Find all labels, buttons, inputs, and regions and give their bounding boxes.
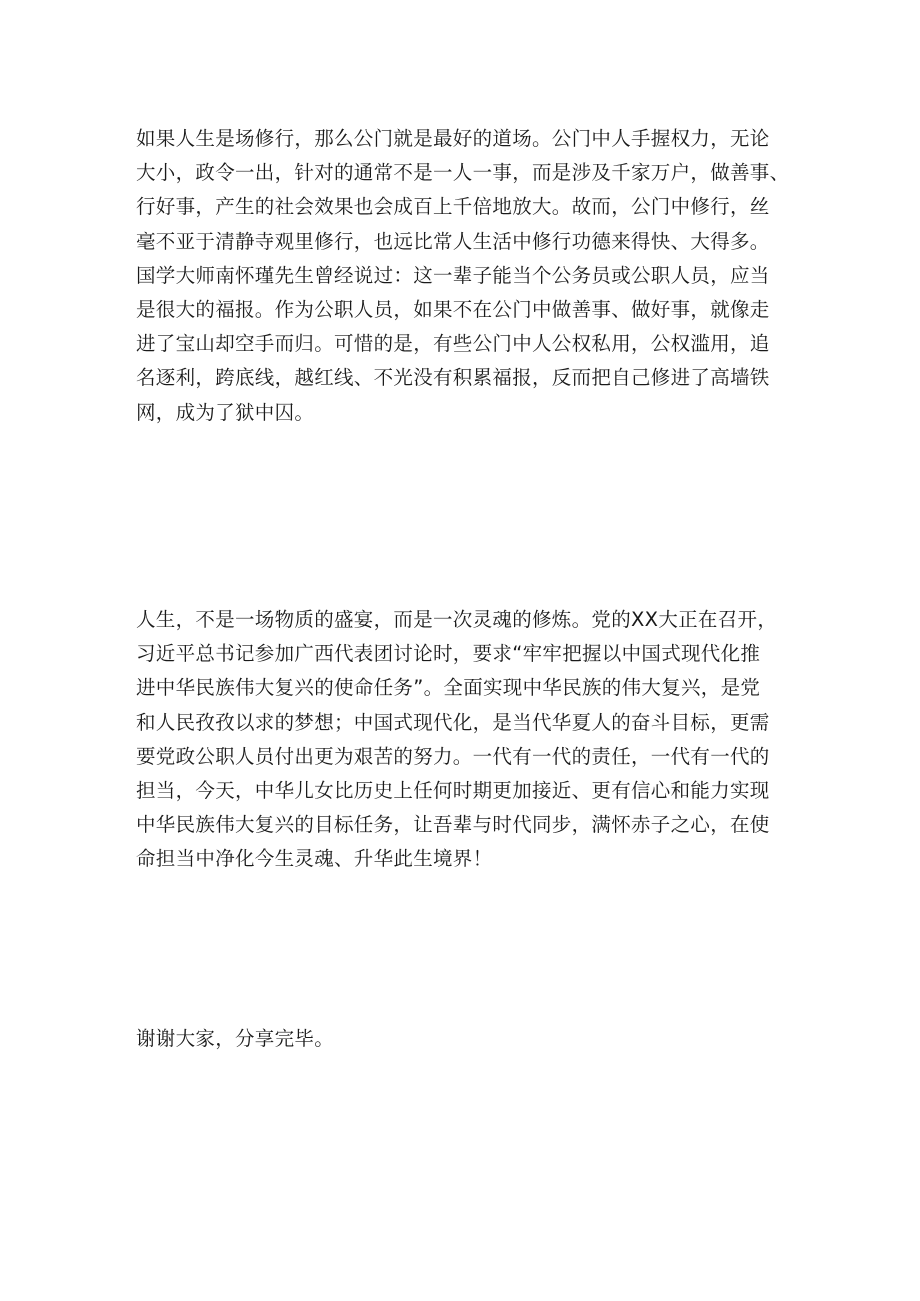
text-line: 网，成为了狱中囚。 (136, 400, 315, 424)
text-line: 担当，今天，中华儿女比历史上任何时期更加接近、更有信心和能力实现 (136, 778, 770, 802)
text-line: 要党政公职人员付出更为艰苦的努力。一代有一代的责任，一代有一代的 (136, 744, 770, 768)
text-line: 进了宝山却空手而归。可惜的是，有些公门中人公权私用，公权滥用，追 (136, 332, 770, 356)
text-line: 人生，不是一场物质的盛宴，而是一次灵魂的修炼。党的XX大正在召开， (136, 608, 778, 631)
text-line: 进中华民族伟大复兴的使命任务”。全面实现中华民族的伟大复兴，是党 (136, 676, 761, 700)
text-line: 名逐利，跨底线，越红线、不光没有积累福报，反而把自己修进了高墙铁 (136, 366, 770, 390)
text-line: 如果人生是场修行，那么公门就是最好的道场。公门中人手握权力，无论 (136, 127, 770, 150)
text-line: 中华民族伟大复兴的目标任务，让吾辈与时代同步，满怀赤子之心，在使 (136, 813, 770, 837)
text-line: 习近平总书记参加广西代表团讨论时，要求“牢牢把握以中国式现代化推 (136, 642, 761, 666)
text-line: 是很大的福报。作为公职人员，如果不在公门中做善事、做好事，就像走 (136, 297, 770, 321)
text-line: 和人民孜孜以求的梦想；中国式现代化，是当代华夏人的奋斗目标，更需 (136, 710, 770, 734)
text-line: 国学大师南怀瑾先生曾经说过：这一辈子能当个公务员或公职人员，应当 (136, 263, 770, 287)
text-line: 大小，政令一出，针对的通常不是一人一事，而是涉及千家万户，做善事、 (136, 161, 790, 185)
paragraph-public-service-cultivation (136, 122, 796, 430)
text-line: 行好事，产生的社会效果也会成百上千倍地放大。故而，公门中修行，丝 (136, 195, 770, 219)
text-line: 毫不亚于清静寺观里修行，也远比常人生活中修行功德来得快、大得多。 (136, 229, 770, 253)
text-line: 谢谢大家，分享完毕。 (136, 1027, 335, 1050)
paragraph-closing (136, 1022, 796, 1056)
paragraph-soul-cultivation (136, 603, 796, 877)
text-line: 命担当中净化今生灵魂、升华此生境界！ (136, 847, 493, 871)
